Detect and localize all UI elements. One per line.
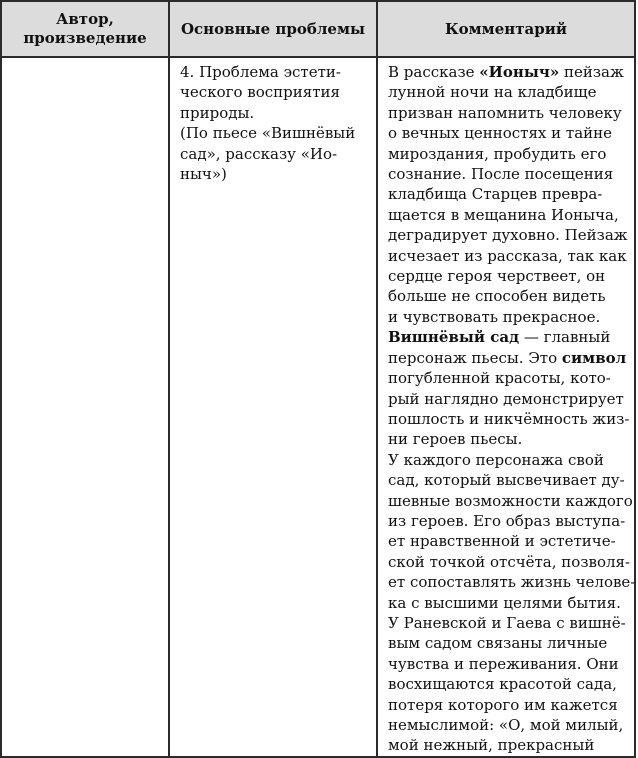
- comment-line: мой нежный, прекрасный: [388, 736, 595, 755]
- header-author-line2: произведение: [23, 29, 147, 47]
- comment-line: шевные возможности каждого: [388, 491, 633, 510]
- comment-line: сад, который высвечивает ду-: [388, 471, 625, 490]
- comment-line: рый наглядно демонстрирует: [388, 389, 624, 408]
- comment-line: потеря которого им кажется: [388, 695, 618, 714]
- comment-line: ской точкой отсчёта, позволя-: [388, 552, 631, 571]
- comment-line: кладбища Старцев превра-: [388, 185, 603, 204]
- comment-line: немыслимой: «О, мой милый,: [388, 716, 624, 734]
- problems-line: ныч»): [180, 165, 227, 184]
- comment-line: из героев. Его образ выступа-: [388, 511, 626, 530]
- header-comment: Комментарий: [377, 1, 635, 57]
- comment-line: о вечных ценностях и тайне: [388, 124, 613, 143]
- comment-line: лунной ночи на кладбище: [388, 83, 597, 102]
- comment-line: больше не способен видеть: [388, 287, 606, 306]
- comment-line: У Раневской и Гаева с вишнё-: [388, 613, 626, 632]
- comment-line: ни героев пьесы.: [388, 430, 523, 449]
- comment-line: деградирует духовно. Пейзаж: [388, 226, 628, 245]
- table-header-row: [1, 1, 635, 57]
- problems-line: сад», рассказу «Ио-: [180, 144, 338, 163]
- problems-line: природы.: [180, 103, 255, 122]
- comment-line: ка с высшими целями бытия.: [388, 593, 621, 612]
- problems-line: ческого восприятия: [180, 83, 340, 102]
- problems-line: (По пьесе «Вишнёвый: [180, 124, 356, 143]
- comment-line: и чувствовать прекрасное.: [388, 307, 601, 326]
- comment-line: мироздания, пробудить его: [388, 144, 607, 163]
- comment-line: исчезает из рассказа, так как: [388, 246, 627, 265]
- comment-line: ет нравственной и эстетиче-: [388, 532, 616, 551]
- comment-line: чувства и переживания. Они: [388, 654, 619, 673]
- comment-line: Вишнёвый сад — главный: [388, 328, 611, 347]
- header-author: [1, 1, 169, 57]
- comment-line: восхищаются красотой сада,: [388, 675, 617, 694]
- comment-line: персонаж пьесы. Это символ: [388, 348, 627, 367]
- comment-line: щается в мещанина Ионыча,: [388, 205, 619, 224]
- cell-problems: [169, 57, 377, 757]
- table-row: [1, 57, 635, 757]
- comment-line: В рассказе «Ионыч» пейзаж: [388, 63, 624, 81]
- comment-line: сознание. После посещения: [388, 165, 614, 184]
- header-problems: Основные проблемы: [169, 1, 377, 57]
- comment-line: У каждого персонажа свой: [388, 450, 604, 469]
- problems-line: 4. Проблема эстети-: [180, 63, 341, 81]
- comment-line: погубленной красоты, кото-: [388, 369, 611, 388]
- header-author-line1: Автор,: [56, 10, 114, 28]
- comment-line: призван напомнить человеку: [388, 103, 622, 122]
- cell-author: [1, 57, 169, 757]
- problems-text: [170, 58, 376, 184]
- comment-text: [378, 58, 634, 756]
- comment-line: пошлость и никчёмность жиз-: [388, 409, 630, 428]
- comment-line: вым садом связаны личные: [388, 634, 608, 653]
- comment-line: сердце героя черствеет, он: [388, 267, 606, 286]
- cell-comment: [377, 57, 635, 757]
- comment-line: ет сопоставлять жизнь челове-: [388, 573, 636, 592]
